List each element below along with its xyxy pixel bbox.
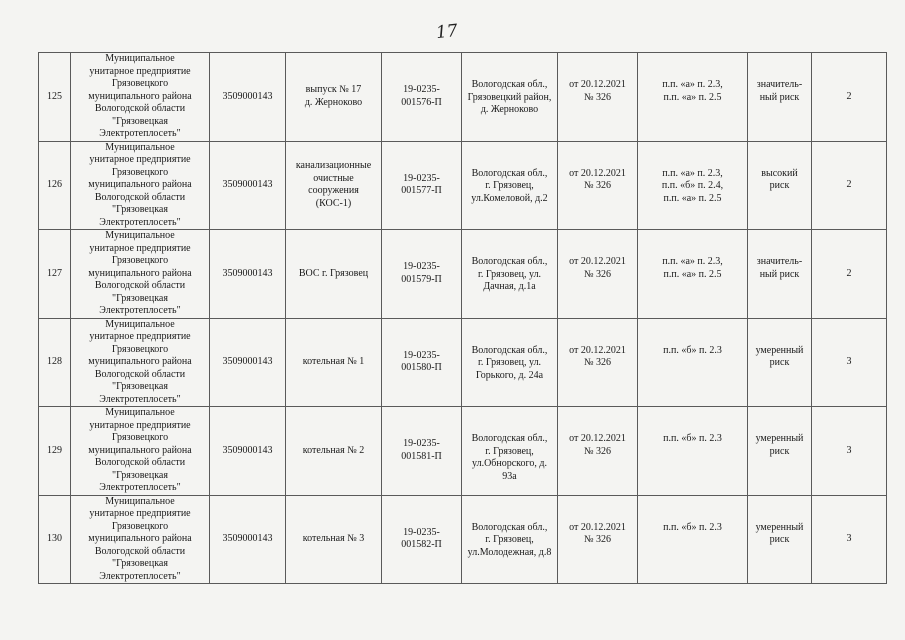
row-number-cell: 129 <box>39 407 71 496</box>
category-cell: 3 <box>812 495 887 584</box>
category-cell: 3 <box>812 407 887 496</box>
address-cell: Вологодская обл., Грязовецкий район, д. Жерноково <box>462 53 558 142</box>
inn-cell: 3509000143 <box>210 53 286 142</box>
object-cell: котельная № 1 <box>286 318 382 407</box>
category-cell: 2 <box>812 53 887 142</box>
organization-cell: Муниципальное унитарное предприятие Грязовецкого муниципального района Вологодской области "Грязовецкая Электротеплосеть" <box>71 141 210 230</box>
category-cell: 2 <box>812 141 887 230</box>
inn-cell: 3509000143 <box>210 407 286 496</box>
row-number-cell: 125 <box>39 53 71 142</box>
order-cell: от 20.12.2021 № 326 <box>558 318 638 407</box>
address-cell: Вологодская обл., г. Грязовец, ул. Дачная, д.1а <box>462 230 558 319</box>
table-row <box>39 407 887 496</box>
object-code-cell: 19-0235- 001582-П <box>382 495 462 584</box>
table-row <box>39 53 887 142</box>
criteria-cell: п.п. «б» п. 2.3 <box>638 407 748 496</box>
inn-cell: 3509000143 <box>210 230 286 319</box>
order-cell: от 20.12.2021 № 326 <box>558 141 638 230</box>
category-cell: 2 <box>812 230 887 319</box>
criteria-cell: п.п. «а» п. 2.3, п.п. «а» п. 2.5 <box>638 53 748 142</box>
row-number-cell: 128 <box>39 318 71 407</box>
table-row <box>39 230 887 319</box>
table-body <box>39 53 887 584</box>
risk-cell: умеренный риск <box>748 318 812 407</box>
object-code-cell: 19-0235- 001576-П <box>382 53 462 142</box>
object-cell: ВОС г. Грязовец <box>286 230 382 319</box>
order-cell: от 20.12.2021 № 326 <box>558 407 638 496</box>
registry-table <box>38 52 887 584</box>
object-cell: выпуск № 17 д. Жерноково <box>286 53 382 142</box>
object-code-cell: 19-0235- 001579-П <box>382 230 462 319</box>
row-number-cell: 127 <box>39 230 71 319</box>
criteria-cell: п.п. «б» п. 2.3 <box>638 495 748 584</box>
risk-cell: умеренный риск <box>748 407 812 496</box>
risk-cell: значитель- ный риск <box>748 53 812 142</box>
order-cell: от 20.12.2021 № 326 <box>558 53 638 142</box>
row-number-cell: 130 <box>39 495 71 584</box>
inn-cell: 3509000143 <box>210 495 286 584</box>
address-cell: Вологодская обл., г. Грязовец, ул.Комеловой, д.2 <box>462 141 558 230</box>
table-row <box>39 495 887 584</box>
organization-cell: Муниципальное унитарное предприятие Грязовецкого муниципального района Вологодской области "Грязовецкая Электротеплосеть" <box>71 495 210 584</box>
address-cell: Вологодская обл., г. Грязовец, ул. Горького, д. 24а <box>462 318 558 407</box>
inn-cell: 3509000143 <box>210 318 286 407</box>
object-cell: котельная № 2 <box>286 407 382 496</box>
object-code-cell: 19-0235- 001580-П <box>382 318 462 407</box>
inn-cell: 3509000143 <box>210 141 286 230</box>
object-cell: канализационные очистные сооружения (КОС-1) <box>286 141 382 230</box>
table-row <box>39 141 887 230</box>
row-number-cell: 126 <box>39 141 71 230</box>
organization-cell: Муниципальное унитарное предприятие Грязовецкого муниципального района Вологодской области "Грязовецкая Электротеплосеть" <box>71 53 210 142</box>
object-code-cell: 19-0235- 001581-П <box>382 407 462 496</box>
address-cell: Вологодская обл., г. Грязовец, ул.Молодежная, д.8 <box>462 495 558 584</box>
address-cell: Вологодская обл., г. Грязовец, ул.Обнорского, д. 93а <box>462 407 558 496</box>
criteria-cell: п.п. «б» п. 2.3 <box>638 318 748 407</box>
risk-cell: высокий риск <box>748 141 812 230</box>
criteria-cell: п.п. «а» п. 2.3, п.п. «а» п. 2.5 <box>638 230 748 319</box>
object-cell: котельная № 3 <box>286 495 382 584</box>
order-cell: от 20.12.2021 № 326 <box>558 230 638 319</box>
organization-cell: Муниципальное унитарное предприятие Грязовецкого муниципального района Вологодской области "Грязовецкая Электротеплосеть" <box>71 318 210 407</box>
order-cell: от 20.12.2021 № 326 <box>558 495 638 584</box>
category-cell: 3 <box>812 318 887 407</box>
criteria-cell: п.п. «а» п. 2.3, п.п. «б» п. 2.4, п.п. «а» п. 2.5 <box>638 141 748 230</box>
handwritten-page-number: 17 <box>435 20 459 44</box>
organization-cell: Муниципальное унитарное предприятие Грязовецкого муниципального района Вологодской области "Грязовецкая Электротеплосеть" <box>71 230 210 319</box>
object-code-cell: 19-0235- 001577-П <box>382 141 462 230</box>
organization-cell: Муниципальное унитарное предприятие Грязовецкого муниципального района Вологодской области "Грязовецкая Электротеплосеть" <box>71 407 210 496</box>
table-row <box>39 318 887 407</box>
risk-cell: умеренный риск <box>748 495 812 584</box>
risk-cell: значитель- ный риск <box>748 230 812 319</box>
